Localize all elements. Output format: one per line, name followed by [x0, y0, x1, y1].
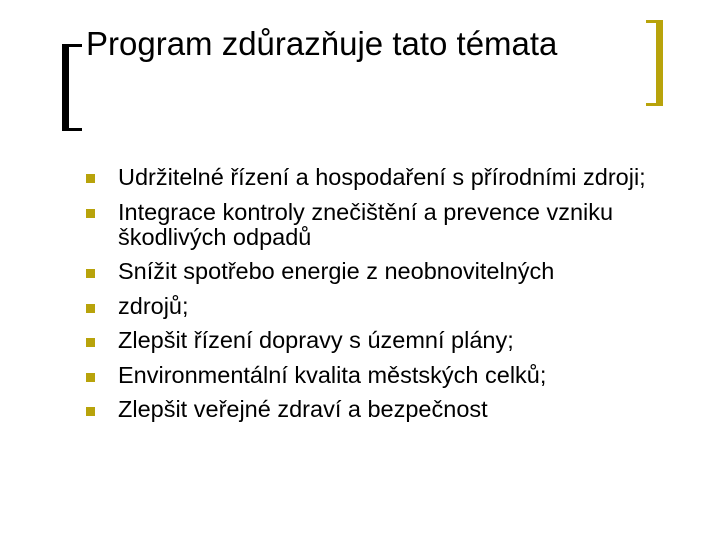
- bullet-text: Snížit spotřebo energie z neobnovitelných: [118, 258, 555, 284]
- right-bracket-top: [646, 20, 663, 23]
- bullet-text: Environmentální kvalita městských celků;: [118, 361, 547, 388]
- bullet-list: [86, 160, 686, 427]
- left-bracket-bottom: [62, 128, 82, 131]
- left-bracket-top: [62, 44, 82, 47]
- square-bullet-icon: [86, 269, 95, 278]
- square-bullet-icon: [86, 338, 95, 347]
- bullet-text: Zlepšit veřejné zdraví a bezpečnost: [118, 396, 488, 422]
- square-bullet-icon: [86, 373, 95, 382]
- bullet-item: [86, 195, 686, 255]
- slide-title: Program zdůrazňuje tato témata: [86, 25, 558, 62]
- bullet-text: Udržitelné řízení a hospodaření s přírodními zdroji;: [118, 164, 646, 190]
- bullet-item: [86, 289, 686, 324]
- bullet-item: [86, 323, 686, 358]
- bullet-item: [86, 392, 686, 427]
- bullet-text: Integrace kontroly znečištění a prevence vzniku škodlivých odpadů: [118, 198, 614, 250]
- bullet-text: zdrojů;: [118, 292, 189, 319]
- square-bullet-icon: [86, 407, 95, 416]
- bullet-item: [86, 160, 686, 195]
- bullet-item: [86, 254, 686, 289]
- bullet-item: [86, 358, 686, 393]
- left-bracket-bar: [62, 44, 69, 131]
- bullet-text: Zlepšit řízení dopravy s územní plány;: [118, 327, 514, 353]
- square-bullet-icon: [86, 209, 95, 218]
- square-bullet-icon: [86, 174, 95, 183]
- right-bracket-bottom: [646, 103, 663, 106]
- square-bullet-icon: [86, 304, 95, 313]
- right-bracket-bar: [656, 20, 663, 106]
